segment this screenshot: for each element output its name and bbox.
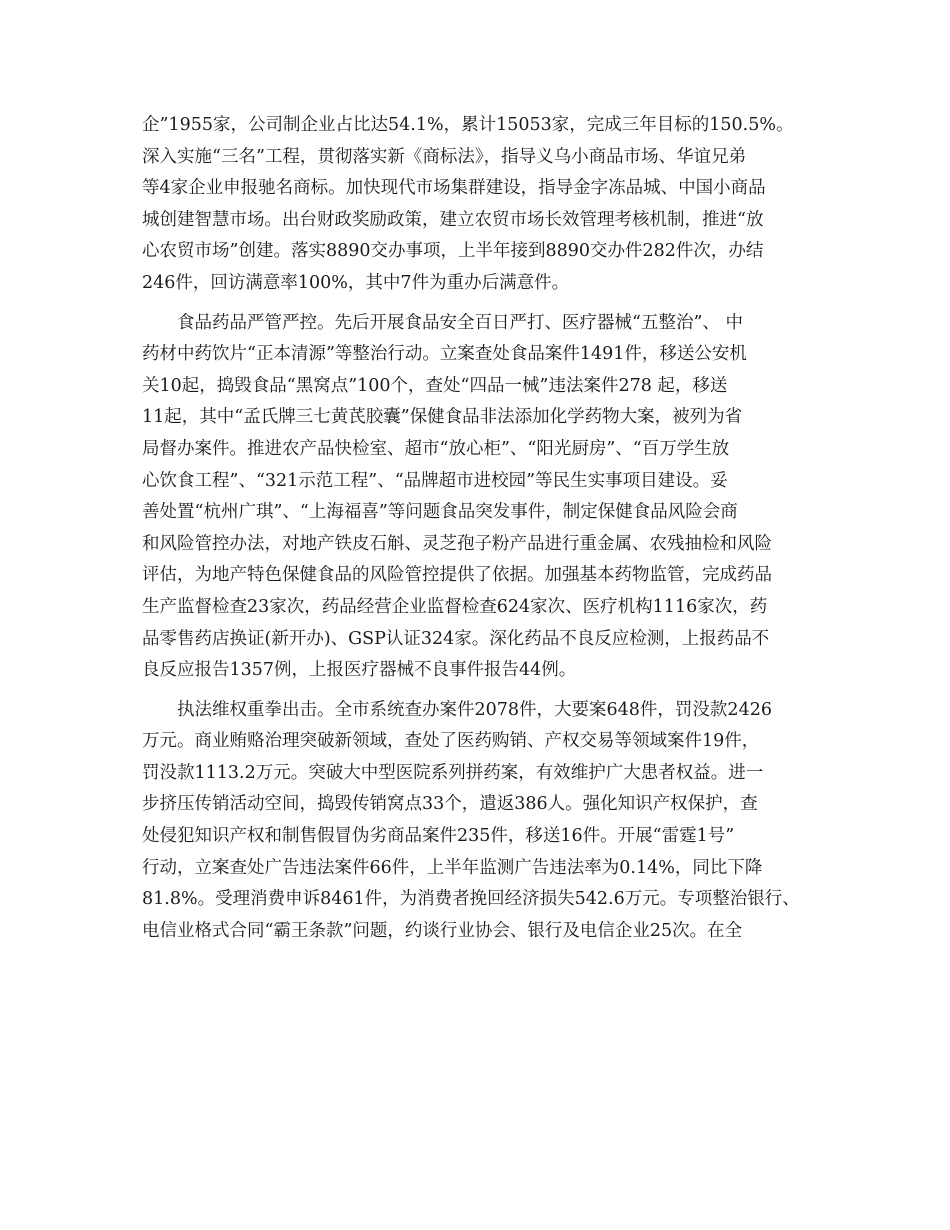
- text-line: 246件，回访满意率100%，其中7件为重办后满意件。: [142, 272, 570, 293]
- paragraph-2: [142, 308, 808, 687]
- text-line: 行动，立案查处广告违法案件66件，上半年监测广告违法率为0.14%，同比下降: [142, 857, 763, 878]
- text-line: 品零售药店换证(新开办)、GSP认证324家。深化药品不良反应检测，上报药品不: [142, 628, 770, 649]
- text-line: 心饮食工程”、“321示范工程”、“品牌超市进校园”等民生实事项目建设。妥: [142, 470, 728, 491]
- text-line: 深入实施“三名”工程，贯彻落实新《商标法》，指导义乌小商品市场、华谊兄弟: [142, 146, 747, 167]
- text-line: 执法维权重拳出击。全市系统查办案件2078件，大要案648件，罚没款2426: [142, 699, 772, 720]
- text-line: 心农贸市场”创建。落实8890交办事项，上半年接到8890交办件282件次，办结: [142, 241, 764, 262]
- text-line: 11起，其中“孟氏牌三七黄芪胶囊”保健食品非法添加化学药物大案，被列为省: [142, 407, 743, 428]
- text-line: 食品药品严管严控。先后开展食品安全百日严打、医疗器械“五整治”、 中: [142, 312, 743, 333]
- text-line: 电信业格式合同“霸王条款”问题，约谈行业协会、银行及电信企业25次。在全: [142, 920, 743, 941]
- text-line: 生产监督检查23家次，药品经营企业监督检查624家次、医疗机构1116家次，药: [142, 596, 768, 617]
- text-line: 等4家企业申报驰名商标。加快现代市场集群建设，指导金字冻品城、中国小商品: [142, 178, 766, 199]
- text-line: 评估，为地产特色保健食品的风险管控提供了依据。加强基本药物监管，完成药品: [142, 565, 772, 586]
- text-line: 善处置“杭州广琪”、“上海福喜”等问题食品突发事件，制定保健食品风险会商: [142, 502, 738, 523]
- text-line: 企”1955家，公司制企业占比达54.1%，累计15053家，完成三年目标的150.5%。: [142, 115, 794, 135]
- text-line: 81.8%。受理消费申诉8461件，为消费者挽回经济损失542.6万元。专项整治银行、: [142, 889, 800, 910]
- text-line: 城创建智慧市场。出台财政奖励政策，建立农贸市场长效管理考核机制，推进“放: [142, 209, 764, 230]
- text-line: 万元。商业贿赂治理突破新领域，查处了医药购销、产权交易等领域案件19件，: [142, 731, 760, 752]
- document-page: [142, 110, 808, 947]
- paragraph-3: [142, 695, 808, 948]
- paragraph-gap: [142, 687, 808, 695]
- text-line: 和风险管控办法，对地产铁皮石斛、灵芝孢子粉产品进行重金属、农残抽检和风险: [142, 533, 772, 554]
- paragraph-1: [142, 110, 808, 300]
- text-line: 关10起，捣毁食品“黑窝点”100个，查处“四品一械”违法案件278 起，移送: [142, 375, 728, 396]
- text-line: 步挤压传销活动空间，捣毁传销窝点33个，遣返386人。强化知识产权保护，查: [142, 794, 758, 815]
- text-line: 处侵犯知识产权和制售假冒伪劣商品案件235件，移送16件。开展“雷霆1号”: [142, 826, 735, 847]
- text-line: 良反应报告1357例，上报医疗器械不良事件报告44例。: [142, 660, 577, 681]
- text-line: 罚没款1113.2万元。突破大中型医院系列拼药案，有效维护广大患者权益。进一: [142, 762, 764, 783]
- text-line: 药材中药饮片“正本清源”等整治行动。立案查处食品案件1491件，移送公安机: [142, 344, 747, 365]
- text-line: 局督办案件。推进农产品快检室、超市“放心柜”、“阳光厨房”、“百万学生放: [142, 438, 730, 459]
- paragraph-gap: [142, 300, 808, 308]
